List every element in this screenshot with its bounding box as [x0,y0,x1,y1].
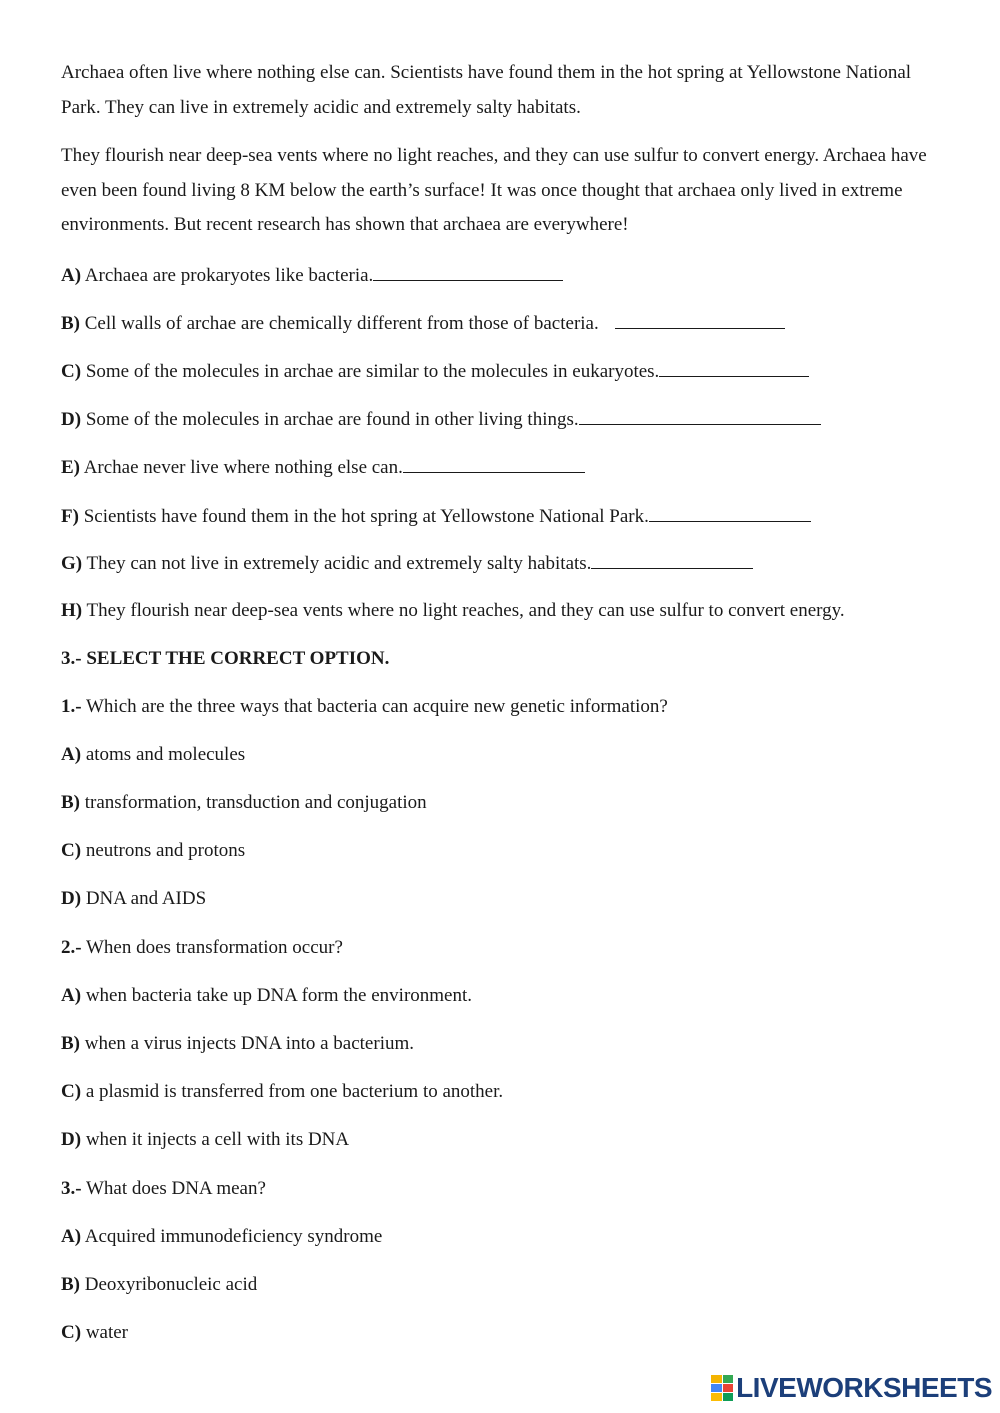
intro-paragraph-1: Archaea often live where nothing else can. Scientists have found them in the hot spring at Yellowstone National Park. They can live in extremely acidic and extremely salty habitats. [61,62,912,118]
statement-c [61,358,809,384]
logo-square [723,1375,734,1383]
answer-blank-g[interactable] [591,550,753,569]
answer-blank-e[interactable] [403,454,585,473]
statement-b [61,310,785,336]
answer-blank-b[interactable] [615,310,785,329]
intro-paragraph-2: They flourish near deep-sea vents where no light reaches, and they can use sulfur to convert energy. Archaea have even been found living 8 KM below the earth’s surface! It was once thought that archaea only lived in extreme environments. But recent research has shown that archaea are everywhere! [61,145,927,235]
statement-d [61,406,821,432]
question-2 [61,936,343,960]
liveworksheets-brand-text: LIVEWORKSHEETS [736,1372,992,1403]
statement-letter: A) [61,265,82,286]
statement-letter: C) [61,361,82,382]
q2-option-a[interactable]: A) when bacteria take up DNA form the environment. [61,985,473,1006]
q1-option-a[interactable]: A) atoms and molecules [61,744,246,765]
answer-blank-d[interactable] [579,406,821,425]
liveworksheets-logo[interactable] [711,1371,992,1405]
statement-text: Scientists have found them in the hot spring at Yellowstone National Park. [83,506,649,527]
question-number: 2.- [61,937,82,958]
logo-square [711,1375,722,1383]
answer-blank-a[interactable] [373,262,563,281]
statement-text: Some of the molecules in archae are similar to the molecules in eukaryotes. [85,361,660,382]
answer-blank-c[interactable] [659,358,809,377]
statement-e [61,454,585,480]
question-number: 3.- [61,1178,82,1199]
statement-text: They can not live in extremely acidic and extremely salty habitats. [86,553,592,574]
statement-g [61,550,753,576]
statement-letter: F) [61,506,79,527]
statement-text: Archaea are prokaryotes like bacteria. [84,265,374,286]
q1-option-c[interactable]: C) neutrons and protons [61,840,246,861]
statement-text: Cell walls of archae are chemically different from those of bacteria. [84,313,599,334]
q1-option-d[interactable]: D) DNA and AIDS [61,888,207,909]
q2-option-d[interactable]: D) when it injects a cell with its DNA [61,1129,350,1150]
logo-square [711,1384,722,1392]
q3-option-b[interactable]: B) Deoxyribonucleic acid [61,1274,258,1295]
answer-blank-f[interactable] [649,503,811,522]
statement-letter: D) [61,409,82,430]
statement-f [61,503,811,529]
statement-letter: E) [61,457,80,478]
question-3 [61,1177,266,1201]
q3-option-c[interactable]: C) water [61,1322,129,1343]
question-text: When does transformation occur? [86,937,343,958]
statement-text: Archae never live where nothing else can. [83,457,403,478]
statement-letter: H) [61,600,83,621]
q2-option-b[interactable]: B) when a virus injects DNA into a bacterium. [61,1033,415,1054]
question-text: Which are the three ways that bacteria can acquire new genetic information? [86,696,668,717]
section-title: 3.- SELECT THE CORRECT OPTION. [61,648,390,669]
q2-option-c[interactable]: C) a plasmid is transferred from one bacterium to another. [61,1081,504,1102]
logo-square [723,1384,734,1392]
statement-a [61,262,563,288]
logo-square [711,1393,722,1401]
statement-text: They flourish near deep-sea vents where no light reaches, and they can use sulfur to convert energy. [86,600,845,621]
statement-letter: B) [61,313,80,334]
question-1 [61,695,668,719]
statement-text: Some of the molecules in archae are found in other living things. [85,409,579,430]
question-number: 1.- [61,696,82,717]
liveworksheets-logo-icon [711,1375,733,1401]
statement-letter: G) [61,553,83,574]
question-text: What does DNA mean? [86,1178,266,1199]
q3-option-a[interactable]: A) Acquired immunodeficiency syndrome [61,1226,383,1247]
q1-option-b[interactable]: B) transformation, transduction and conjugation [61,792,427,813]
statement-h [61,599,845,623]
logo-square [723,1393,734,1401]
